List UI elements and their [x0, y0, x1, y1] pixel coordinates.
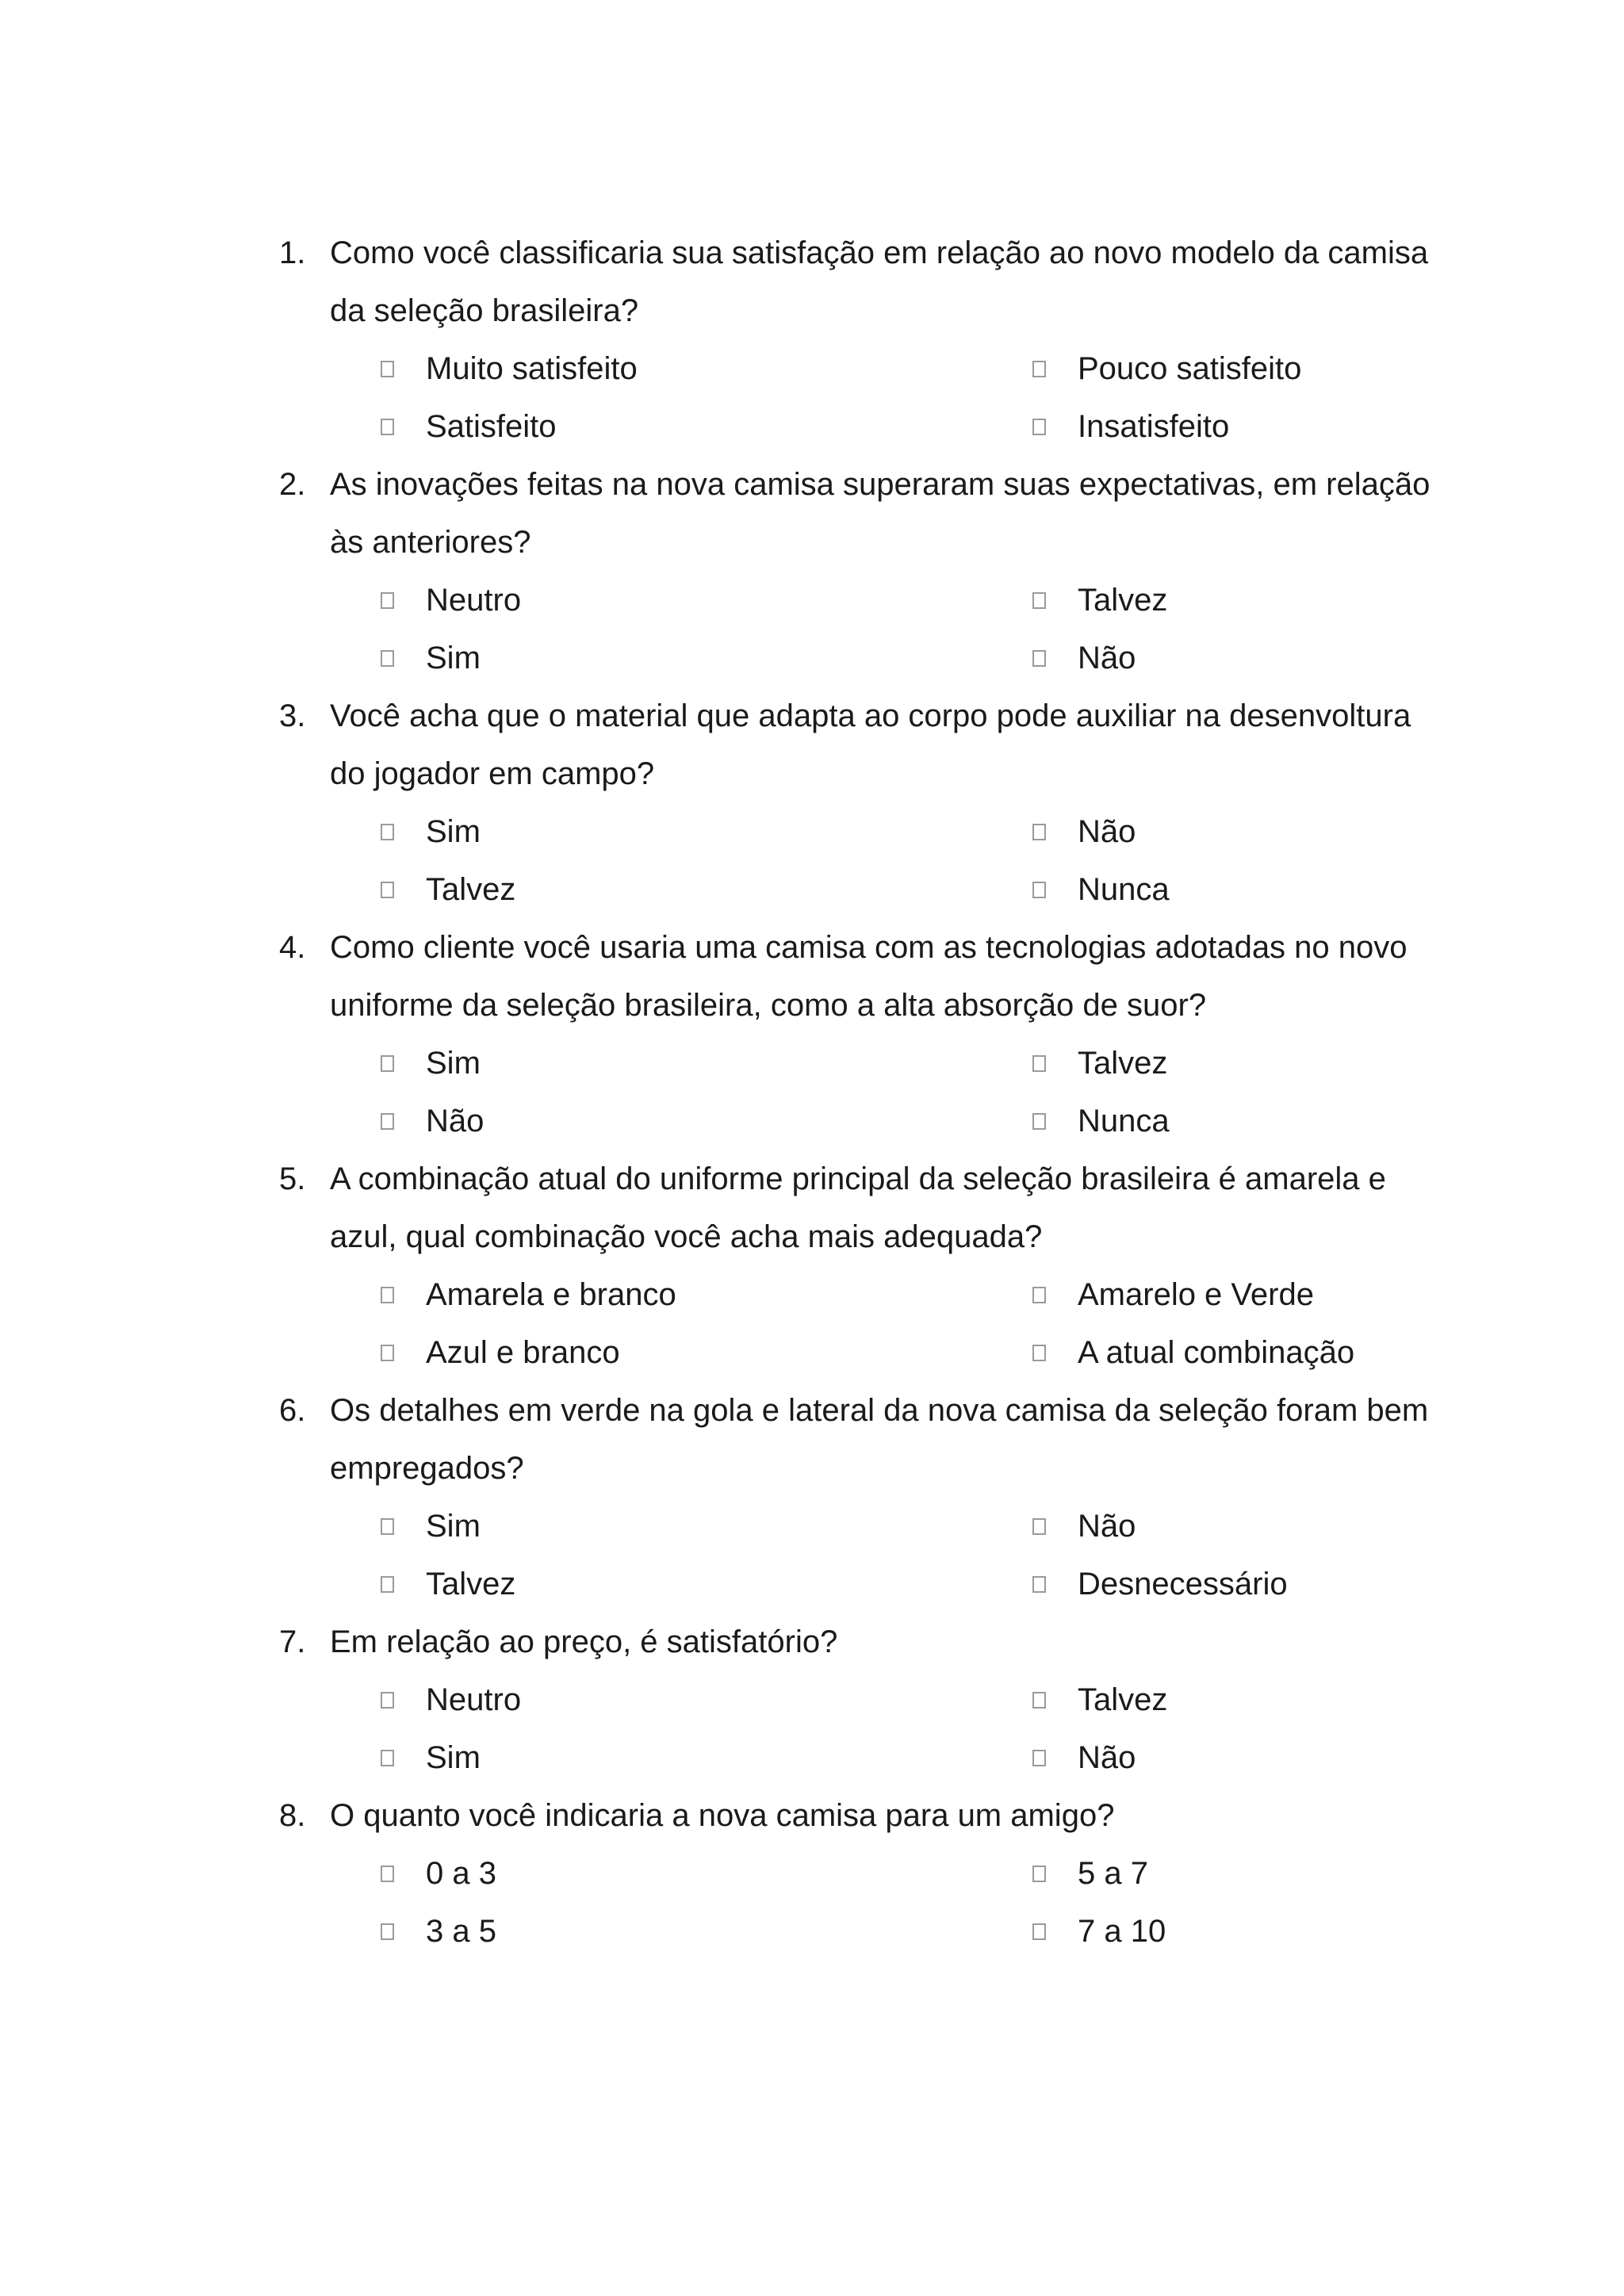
option-label: Amarelo e Verde	[1078, 1277, 1314, 1312]
option[interactable]	[381, 572, 1032, 629]
option[interactable]	[1032, 572, 1508, 629]
question-header	[279, 919, 1445, 1035]
option-label: Não	[1078, 814, 1136, 849]
question-text: Você acha que o material que adapta ao corpo pode auxiliar na desenvoltura do jogador em campo?	[330, 698, 1411, 791]
question-3	[279, 687, 1445, 919]
checkbox-icon[interactable]	[1032, 1287, 1046, 1303]
question-1	[279, 224, 1445, 456]
checkbox-icon[interactable]	[381, 882, 394, 898]
option[interactable]	[1032, 340, 1508, 398]
option-label: Não	[426, 1104, 485, 1138]
option-label: Sim	[426, 641, 481, 675]
checkbox-icon[interactable]	[381, 419, 394, 435]
option-label: Satisfeito	[426, 409, 557, 444]
question-header	[279, 456, 1445, 572]
question-number: 2.	[279, 467, 306, 502]
option[interactable]	[1032, 1556, 1508, 1613]
checkbox-icon[interactable]	[381, 1692, 394, 1709]
question-text: Como você classificaria sua satisfação em relação ao novo modelo da camisa da seleção brasileira?	[330, 235, 1429, 328]
options-grid	[279, 1671, 1445, 1787]
option[interactable]	[381, 1845, 1032, 1903]
checkbox-icon[interactable]	[1032, 592, 1046, 609]
checkbox-icon[interactable]	[1032, 1576, 1046, 1593]
checkbox-icon[interactable]	[1032, 1923, 1046, 1940]
option-label: Não	[1078, 1509, 1136, 1544]
question-7	[279, 1613, 1445, 1787]
option-label: Não	[1078, 1740, 1136, 1775]
question-text: O quanto você indicaria a nova camisa para um amigo?	[330, 1798, 1115, 1833]
option-label: Muito satisfeito	[426, 351, 638, 386]
option[interactable]	[1032, 1498, 1508, 1556]
options-grid	[279, 1845, 1445, 1961]
question-number: 3.	[279, 698, 306, 733]
checkbox-icon[interactable]	[1032, 882, 1046, 898]
option-label: Nunca	[1078, 872, 1170, 907]
option-label: Azul e branco	[426, 1335, 620, 1370]
question-number: 5.	[279, 1161, 306, 1196]
checkbox-icon[interactable]	[381, 1576, 394, 1593]
question-text: Os detalhes em verde na gola e lateral da nova camisa da seleção foram bem empregados?	[330, 1393, 1429, 1486]
option[interactable]	[1032, 1093, 1508, 1150]
option[interactable]	[381, 1266, 1032, 1324]
question-text: A combinação atual do uniforme principal da seleção brasileira é amarela e azul, qual combinação você acha mais adequada?	[330, 1161, 1386, 1254]
option[interactable]	[1032, 1035, 1508, 1093]
checkbox-icon[interactable]	[381, 592, 394, 609]
question-header	[279, 1150, 1445, 1266]
question-header	[279, 1382, 1445, 1498]
option[interactable]	[381, 803, 1032, 861]
option[interactable]	[1032, 1903, 1508, 1961]
option-label: Amarela e branco	[426, 1277, 676, 1312]
checkbox-icon[interactable]	[381, 1345, 394, 1361]
option[interactable]	[381, 1903, 1032, 1961]
options-grid	[279, 572, 1445, 687]
checkbox-icon[interactable]	[381, 650, 394, 667]
option[interactable]	[1032, 1324, 1508, 1382]
option-label: Sim	[426, 814, 481, 849]
checkbox-icon[interactable]	[381, 1866, 394, 1882]
checkbox-icon[interactable]	[381, 361, 394, 377]
option-label: Não	[1078, 641, 1136, 675]
question-text: As inovações feitas na nova camisa superaram suas expectativas, em relação às anteriores?	[330, 467, 1431, 560]
option[interactable]	[381, 1556, 1032, 1613]
option[interactable]	[1032, 1845, 1508, 1903]
option[interactable]	[1032, 1671, 1508, 1729]
question-8	[279, 1787, 1445, 1961]
question-text: Como cliente você usaria uma camisa com as tecnologias adotadas no novo uniforme da seleção brasileira, como a alta absorção de suor?	[330, 930, 1408, 1023]
checkbox-icon[interactable]	[381, 1923, 394, 1940]
option-label: Talvez	[426, 872, 516, 907]
option[interactable]	[381, 1035, 1032, 1093]
option-label: Talvez	[1078, 1682, 1168, 1717]
question-header	[279, 1613, 1445, 1671]
checkbox-icon[interactable]	[381, 1287, 394, 1303]
checkbox-icon[interactable]	[1032, 1866, 1046, 1882]
checkbox-icon[interactable]	[1032, 1055, 1046, 1072]
checkbox-icon[interactable]	[1032, 361, 1046, 377]
option-label: 0 a 3	[426, 1856, 496, 1891]
option[interactable]	[1032, 629, 1508, 687]
question-4	[279, 919, 1445, 1150]
checkbox-icon[interactable]	[381, 1113, 394, 1130]
option[interactable]	[1032, 398, 1508, 456]
option-label: Talvez	[1078, 583, 1168, 618]
question-header	[279, 1787, 1445, 1845]
checkbox-icon[interactable]	[1032, 1518, 1046, 1535]
question-number: 6.	[279, 1393, 306, 1428]
option-label: Neutro	[426, 1682, 522, 1717]
checkbox-icon[interactable]	[1032, 1113, 1046, 1130]
option[interactable]	[381, 1498, 1032, 1556]
option[interactable]	[381, 340, 1032, 398]
option-label: Nunca	[1078, 1104, 1170, 1138]
checkbox-icon[interactable]	[381, 1750, 394, 1766]
checkbox-icon[interactable]	[1032, 1750, 1046, 1766]
option-label: Pouco satisfeito	[1078, 351, 1302, 386]
option-label: Insatisfeito	[1078, 409, 1230, 444]
option[interactable]	[1032, 1266, 1508, 1324]
questionnaire	[279, 224, 1445, 1961]
option[interactable]	[381, 1671, 1032, 1729]
question-2	[279, 456, 1445, 687]
option-label: 7 a 10	[1078, 1914, 1166, 1949]
question-number: 1.	[279, 235, 306, 270]
option-label: Neutro	[426, 583, 522, 618]
question-number: 4.	[279, 930, 306, 965]
question-header	[279, 224, 1445, 340]
option-label: Sim	[426, 1046, 481, 1081]
checkbox-icon[interactable]	[381, 824, 394, 840]
option[interactable]	[381, 398, 1032, 456]
option[interactable]	[1032, 861, 1508, 919]
option-label: Desnecessário	[1078, 1567, 1288, 1601]
option[interactable]	[1032, 803, 1508, 861]
option[interactable]	[1032, 1729, 1508, 1787]
checkbox-icon[interactable]	[1032, 1345, 1046, 1361]
checkbox-icon[interactable]	[381, 1518, 394, 1535]
option-label: Talvez	[426, 1567, 516, 1601]
question-number: 7.	[279, 1624, 306, 1659]
checkbox-icon[interactable]	[1032, 824, 1046, 840]
checkbox-icon[interactable]	[1032, 1692, 1046, 1709]
options-grid	[279, 1266, 1445, 1382]
option-label: Sim	[426, 1509, 481, 1544]
option[interactable]	[381, 629, 1032, 687]
option-label: 3 a 5	[426, 1914, 496, 1949]
option[interactable]	[381, 1729, 1032, 1787]
option-label: 5 a 7	[1078, 1856, 1148, 1891]
checkbox-icon[interactable]	[381, 1055, 394, 1072]
question-5	[279, 1150, 1445, 1382]
option[interactable]	[381, 861, 1032, 919]
options-grid	[279, 340, 1445, 456]
options-grid	[279, 803, 1445, 919]
question-header	[279, 687, 1445, 803]
option[interactable]	[381, 1324, 1032, 1382]
question-number: 8.	[279, 1798, 306, 1833]
checkbox-icon[interactable]	[1032, 419, 1046, 435]
option-label: Talvez	[1078, 1046, 1168, 1081]
options-grid	[279, 1498, 1445, 1613]
question-text: Em relação ao preço, é satisfatório?	[330, 1624, 838, 1659]
question-6	[279, 1382, 1445, 1613]
option-label: Sim	[426, 1740, 481, 1775]
option-label: A atual combinação	[1078, 1335, 1355, 1370]
options-grid	[279, 1035, 1445, 1150]
checkbox-icon[interactable]	[1032, 650, 1046, 667]
option[interactable]	[381, 1093, 1032, 1150]
